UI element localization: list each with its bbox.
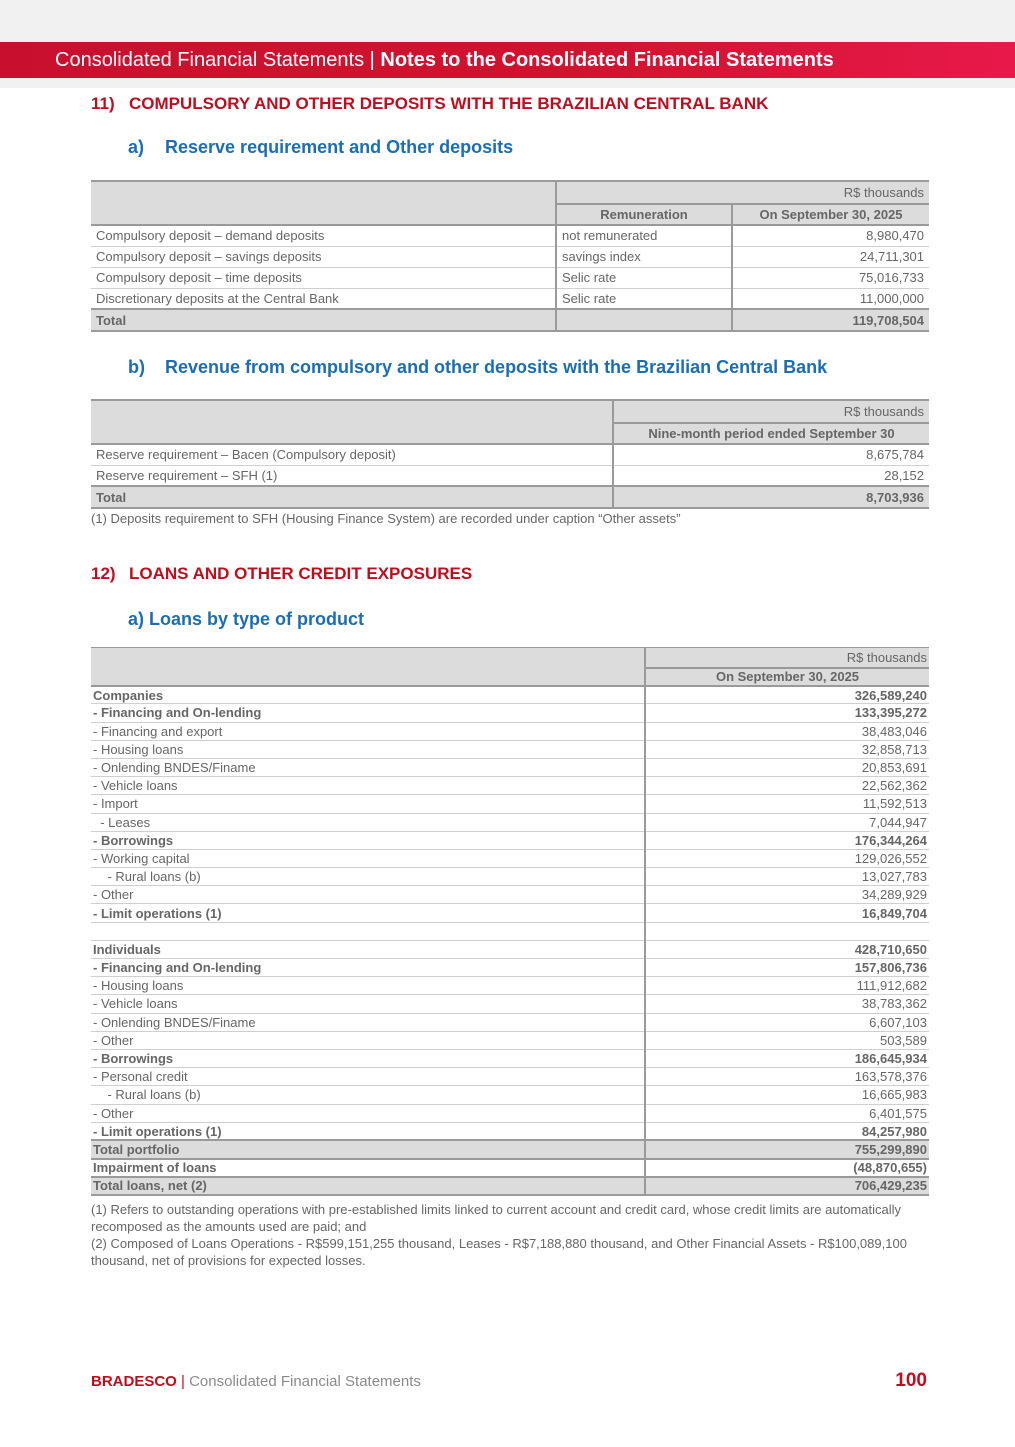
row-value: 38,783,362: [645, 995, 929, 1013]
net-loans-label: Total loans, net (2): [91, 1177, 645, 1195]
row-label: - Borrowings: [91, 1049, 645, 1067]
row-value: 6,607,103: [645, 1013, 929, 1031]
table-row: [91, 225, 929, 246]
unit-label: R$ thousands: [613, 400, 929, 423]
table-header-row: [91, 648, 929, 668]
row-label: - Rural loans (b): [91, 868, 645, 886]
section-11a-letter: a): [128, 137, 145, 157]
row-label: Individuals: [91, 940, 645, 958]
row-label: - Vehicle loans: [91, 777, 645, 795]
row-label: - Housing loans: [91, 740, 645, 758]
table-row: [91, 704, 929, 722]
row-value: 8,980,470: [732, 225, 929, 246]
net-loans-row: [91, 1177, 929, 1195]
table-row: [91, 922, 929, 940]
loan-rows: [91, 686, 929, 1141]
row-label: Compulsory deposit – demand deposits: [91, 225, 556, 246]
table-row: [91, 777, 929, 795]
row-remuneration: not remunerated: [556, 225, 732, 246]
row-value: 129,026,552: [645, 849, 929, 867]
section-11-number: 11): [91, 94, 115, 113]
table-row: [91, 267, 929, 288]
section-11-heading: [91, 94, 768, 114]
total-value: 119,708,504: [732, 309, 929, 331]
footer-separator: |: [181, 1373, 185, 1390]
table-row: [91, 940, 929, 958]
table-row: [91, 904, 929, 922]
row-value: 84,257,980: [645, 1122, 929, 1140]
section-12-heading: [91, 564, 472, 584]
row-label: - Other: [91, 1104, 645, 1122]
row-value: 326,589,240: [645, 686, 929, 704]
row-label: - Financing and export: [91, 722, 645, 740]
table-row: [91, 813, 929, 831]
row-label: - Financing and On-lending: [91, 959, 645, 977]
row-label: - Personal credit: [91, 1068, 645, 1086]
row-value: 176,344,264: [645, 831, 929, 849]
footnote-composition: (2) Composed of Loans Operations - R$599,151,255 thousand, Leases - R$7,188,880 thousand, and Other Financial Assets - R$100,089,100 thousand, net of provisions for expected losses.: [91, 1236, 907, 1268]
row-value: 16,665,983: [645, 1086, 929, 1104]
header-blank-cell: [91, 181, 556, 225]
total-blank: [556, 309, 732, 331]
total-label: Total: [91, 309, 556, 331]
row-value: 503,589: [645, 1031, 929, 1049]
row-label: - Onlending BNDES/Finame: [91, 758, 645, 776]
row-label: [91, 922, 645, 940]
revenue-compulsory-table: [91, 399, 929, 509]
row-label: Discretionary deposits at the Central Bank: [91, 288, 556, 309]
section-12-number: 12): [91, 564, 116, 583]
row-value: 22,562,362: [645, 777, 929, 795]
row-label: - Rural loans (b): [91, 1086, 645, 1104]
footer-brand: BRADESCO: [91, 1373, 177, 1390]
header-blank-cell: [91, 648, 645, 686]
total-portfolio-row: [91, 1140, 929, 1158]
row-label: - Housing loans: [91, 977, 645, 995]
row-label: - Vehicle loans: [91, 995, 645, 1013]
table-row: [91, 288, 929, 309]
section-11a-heading: [128, 137, 513, 158]
total-value: 8,703,936: [613, 486, 929, 508]
row-value: [645, 922, 929, 940]
row-label: - Limit operations (1): [91, 904, 645, 922]
footnote-sfh: (1) Deposits requirement to SFH (Housing Finance System) are recorded under caption “Other assets”: [91, 511, 681, 526]
col-period: Nine-month period ended September 30: [613, 423, 929, 444]
table-header-row: [91, 181, 929, 204]
table-row: [91, 959, 929, 977]
row-label: - Onlending BNDES/Finame: [91, 1013, 645, 1031]
loans-by-product-table: [91, 647, 929, 1196]
table-row: [91, 686, 929, 704]
row-value: 7,044,947: [645, 813, 929, 831]
section-11b-title: Revenue from compulsory and other deposits with the Brazilian Central Bank: [165, 357, 828, 377]
row-value: 75,016,733: [732, 267, 929, 288]
table-row: [91, 246, 929, 267]
table-row: [91, 740, 929, 758]
row-value: 11,592,513: [645, 795, 929, 813]
table-row: [91, 849, 929, 867]
row-label: - Financing and On-lending: [91, 704, 645, 722]
impairment-label: Impairment of loans: [91, 1159, 645, 1177]
row-value: 157,806,736: [645, 959, 929, 977]
row-label: Companies: [91, 686, 645, 704]
row-value: 28,152: [613, 465, 929, 486]
footnote-limit-operations: (1) Refers to outstanding operations with pre-established limits linked to current account and credit card, whose credit limits are automatically recomposed as the amounts used are paid; and: [91, 1202, 901, 1234]
total-portfolio-value: 755,299,890: [645, 1140, 929, 1158]
section-11b-letter: b): [128, 357, 145, 377]
table-row: [91, 1013, 929, 1031]
row-value: 32,858,713: [645, 740, 929, 758]
section-11b-heading: [128, 357, 827, 378]
impairment-value: (48,870,655): [645, 1159, 929, 1177]
table-row: [91, 1104, 929, 1122]
col-remuneration: Remuneration: [556, 204, 732, 225]
page-footer: [91, 1373, 421, 1390]
header-underband: [0, 78, 1015, 88]
page-number: 100: [895, 1370, 927, 1391]
footer-text: Consolidated Financial Statements: [189, 1373, 421, 1390]
row-value: 24,711,301: [732, 246, 929, 267]
table-row: [91, 831, 929, 849]
header-title-bold: Notes to the Consolidated Financial Statements: [380, 49, 834, 71]
section-12a-heading: a) Loans by type of product: [128, 609, 365, 629]
row-label: - Working capital: [91, 849, 645, 867]
total-label: Total: [91, 486, 613, 508]
row-value: 186,645,934: [645, 1049, 929, 1067]
row-remuneration: savings index: [556, 246, 732, 267]
total-row: [91, 309, 929, 331]
table-row: [91, 977, 929, 995]
row-remuneration: Selic rate: [556, 267, 732, 288]
row-remuneration: Selic rate: [556, 288, 732, 309]
row-value: 6,401,575: [645, 1104, 929, 1122]
table-row: [91, 1086, 929, 1104]
row-label: - Other: [91, 1031, 645, 1049]
total-portfolio-label: Total portfolio: [91, 1140, 645, 1158]
unit-label: R$ thousands: [645, 648, 929, 668]
table-row: [91, 444, 929, 465]
row-label: - Borrowings: [91, 831, 645, 849]
table-row: [91, 1049, 929, 1067]
row-value: 34,289,929: [645, 886, 929, 904]
row-value: 13,027,783: [645, 868, 929, 886]
row-value: 163,578,376: [645, 1068, 929, 1086]
row-value: 11,000,000: [732, 288, 929, 309]
row-value: 133,395,272: [645, 704, 929, 722]
section-12-title: LOANS AND OTHER CREDIT EXPOSURES: [129, 564, 473, 583]
row-label: Reserve requirement – SFH (1): [91, 465, 613, 486]
row-label: - Leases: [91, 813, 645, 831]
header-blank-cell: [91, 400, 613, 444]
table-row: [91, 465, 929, 486]
table-row: [91, 758, 929, 776]
table-row: [91, 1031, 929, 1049]
row-value: 111,912,682: [645, 977, 929, 995]
table-row: [91, 995, 929, 1013]
row-label: Reserve requirement – Bacen (Compulsory deposit): [91, 444, 613, 465]
reserve-requirement-table: [91, 180, 929, 332]
section-11a-title: Reserve requirement and Other deposits: [165, 137, 514, 157]
row-value: 38,483,046: [645, 722, 929, 740]
col-date: On September 30, 2025: [645, 668, 929, 686]
page-header-banner: [0, 42, 1015, 78]
row-value: 20,853,691: [645, 758, 929, 776]
table-row: [91, 1068, 929, 1086]
net-loans-value: 706,429,235: [645, 1177, 929, 1195]
top-margin: [0, 0, 1015, 42]
row-value: 8,675,784: [613, 444, 929, 465]
row-value: 16,849,704: [645, 904, 929, 922]
row-label: Compulsory deposit – time deposits: [91, 267, 556, 288]
total-row: [91, 486, 929, 508]
table-row: [91, 722, 929, 740]
row-value: 428,710,650: [645, 940, 929, 958]
table-row: [91, 1122, 929, 1140]
unit-label: R$ thousands: [556, 181, 929, 204]
col-date: On September 30, 2025: [732, 204, 929, 225]
impairment-row: [91, 1159, 929, 1177]
table-header-row: [91, 400, 929, 423]
section-11-title: COMPULSORY AND OTHER DEPOSITS WITH THE BRAZILIAN CENTRAL BANK: [129, 94, 769, 113]
table-row: [91, 868, 929, 886]
row-label: - Import: [91, 795, 645, 813]
row-label: Compulsory deposit – savings deposits: [91, 246, 556, 267]
row-label: - Limit operations (1): [91, 1122, 645, 1140]
row-label: - Other: [91, 886, 645, 904]
table-row: [91, 886, 929, 904]
header-title-regular: Consolidated Financial Statements |: [55, 49, 375, 71]
table-row: [91, 795, 929, 813]
